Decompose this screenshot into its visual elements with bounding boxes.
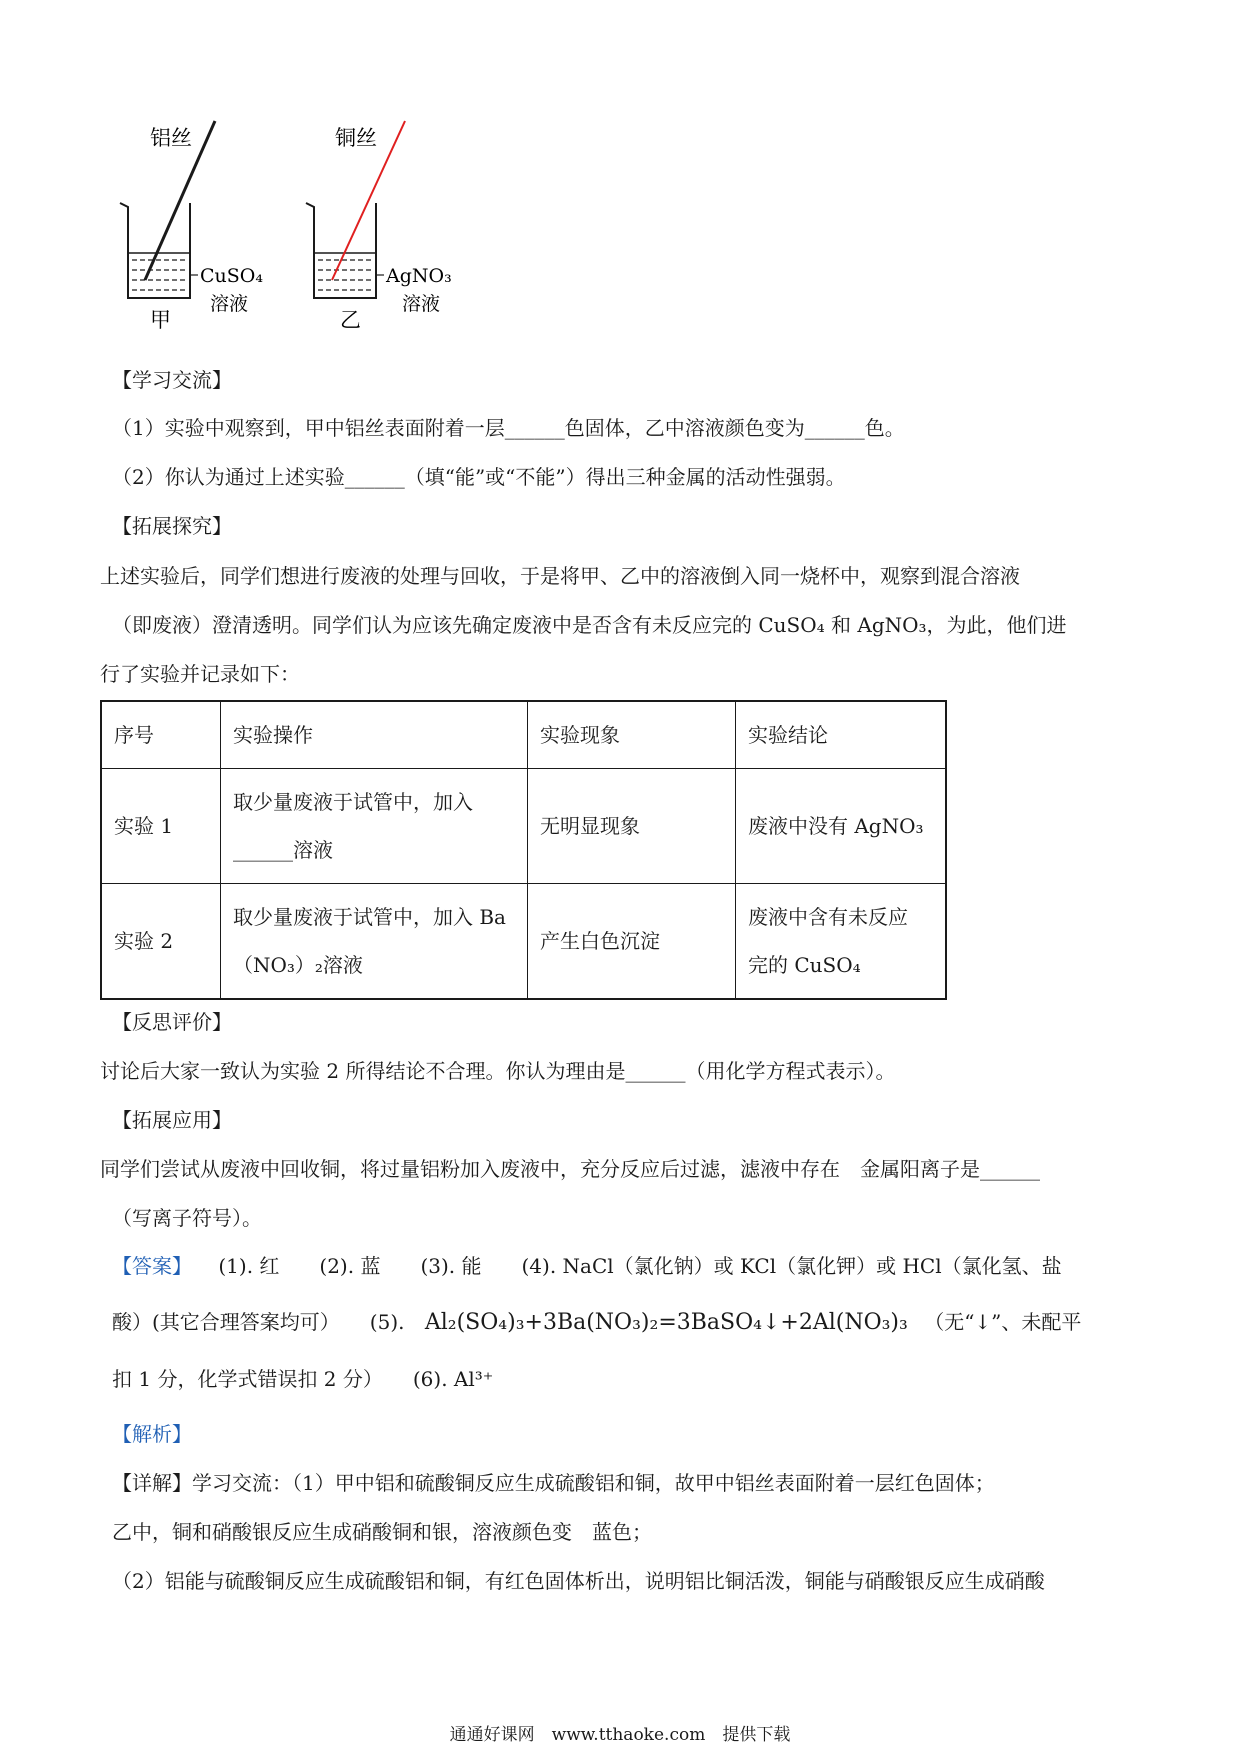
answer-tag: 【答案】 bbox=[112, 1254, 192, 1278]
table-cell: 实验 2 bbox=[101, 884, 221, 1000]
beaker-left-label: 甲 bbox=[150, 308, 171, 332]
table-cell: 无明显现象 bbox=[528, 769, 736, 884]
section-heading-learning: 【学习交流】 bbox=[112, 368, 232, 392]
beaker-right-label: 乙 bbox=[340, 308, 361, 332]
section-heading-application: 【拓展应用】 bbox=[112, 1108, 232, 1132]
table-cell: 废液中没有 AgNO₃ bbox=[736, 769, 947, 884]
detail-line: 乙中，铜和硝酸银反应生成硝酸铜和银，溶液颜色变 蓝色； bbox=[112, 1520, 652, 1544]
paragraph-line: 同学们尝试从废液中回收铜，将过量铝粉加入废液中，充分反应后过滤，滤液中存在 金属阳离子是______ bbox=[100, 1157, 1040, 1181]
detail-line: （2）铝能与硫酸铜反应生成硫酸铝和铜，有红色固体析出，说明铝比铜活泼，铜能与硝酸银反应生成硝酸 bbox=[112, 1569, 1045, 1593]
left-wire-label: 铝丝 bbox=[150, 126, 192, 150]
answer-line-1 bbox=[112, 1252, 1062, 1280]
table-cell-line: 完的 CuSO₄ bbox=[748, 953, 861, 977]
paragraph-line: 讨论后大家一致认为实验 2 所得结论不合理。你认为理由是______（用化学方程式表示）。 bbox=[100, 1059, 896, 1083]
section-heading-reflection: 【反思评价】 bbox=[112, 1010, 232, 1034]
left-solution-label-2: 溶液 bbox=[210, 293, 249, 315]
table-header-row bbox=[101, 701, 946, 769]
right-wire-label: 铜丝 bbox=[335, 126, 377, 150]
page-footer: 通通好课网 www.tthaoke.com 提供下载 bbox=[449, 1725, 791, 1745]
experiment-figure bbox=[110, 115, 490, 345]
answer-text: 酸）(其它合理答案均可） (5). bbox=[112, 1310, 405, 1334]
table-cell bbox=[221, 884, 528, 1000]
analysis-tag: 【解析】 bbox=[112, 1422, 192, 1446]
section-heading-extension: 【拓展探究】 bbox=[112, 514, 232, 538]
answer-text: （无“↓”、未配平 bbox=[924, 1310, 1082, 1334]
table-row bbox=[101, 884, 946, 1000]
table-cell: 产生白色沉淀 bbox=[528, 884, 736, 1000]
question-2: （2）你认为通过上述实验______（填“能”或“不能”）得出三种金属的活动性强弱。 bbox=[112, 465, 846, 489]
chemical-equation: Al₂(SO₄)₃+3Ba(NO₃)₂=3BaSO₄↓+2Al(NO₃)₃ bbox=[424, 1310, 908, 1335]
table-header-cell: 实验操作 bbox=[221, 701, 528, 769]
experiment-table bbox=[100, 700, 947, 1000]
table-header-cell: 实验现象 bbox=[528, 701, 736, 769]
table-cell-line: 取少量废液于试管中，加入 bbox=[233, 790, 473, 814]
table-header-cell: 序号 bbox=[101, 701, 221, 769]
left-solution-label: CuSO₄ bbox=[200, 265, 263, 287]
answer-text: (1). 红 (2). 蓝 (3). 能 (4). NaCl（氯化钠）或 KCl（氯化钾）或 HCl（氯化氢、盐 bbox=[218, 1254, 1062, 1278]
table-cell-line: 废液中含有未反应 bbox=[748, 905, 908, 929]
table-cell bbox=[221, 769, 528, 884]
table-cell-line: （NO₃）₂溶液 bbox=[233, 953, 363, 977]
right-solution-label-2: 溶液 bbox=[402, 293, 441, 315]
answer-line-2 bbox=[112, 1308, 1081, 1337]
right-solution-label: AgNO₃ bbox=[386, 265, 452, 287]
table-row bbox=[101, 769, 946, 884]
table-cell bbox=[736, 884, 947, 1000]
paragraph-line: （即废液）澄清透明。同学们认为应该先确定废液中是否含有未反应完的 CuSO₄ 和 AgNO₃，为此，他们进 bbox=[112, 613, 1067, 637]
detail-line: 【详解】学习交流：（1）甲中铝和硫酸铜反应生成硫酸铝和铜，故甲中铝丝表面附着一层红色固体； bbox=[112, 1471, 995, 1495]
question-1: （1）实验中观察到，甲中铝丝表面附着一层______色固体，乙中溶液颜色变为______色。 bbox=[112, 416, 905, 440]
paragraph-line: 行了实验并记录如下： bbox=[100, 662, 300, 686]
table-cell-line: 取少量废液于试管中，加入 Ba bbox=[233, 905, 506, 929]
answer-line-3: 扣 1 分，化学式错误扣 2 分） (6). Al³⁺ bbox=[112, 1367, 494, 1391]
table-cell-line: ______溶液 bbox=[233, 838, 333, 862]
paragraph-line: （写离子符号）。 bbox=[112, 1206, 262, 1230]
table-cell: 实验 1 bbox=[101, 769, 221, 884]
table-header-cell: 实验结论 bbox=[736, 701, 947, 769]
paragraph-line: 上述实验后，同学们想进行废液的处理与回收，于是将甲、乙中的溶液倒入同一烧杯中，观察到混合溶液 bbox=[100, 564, 1020, 588]
